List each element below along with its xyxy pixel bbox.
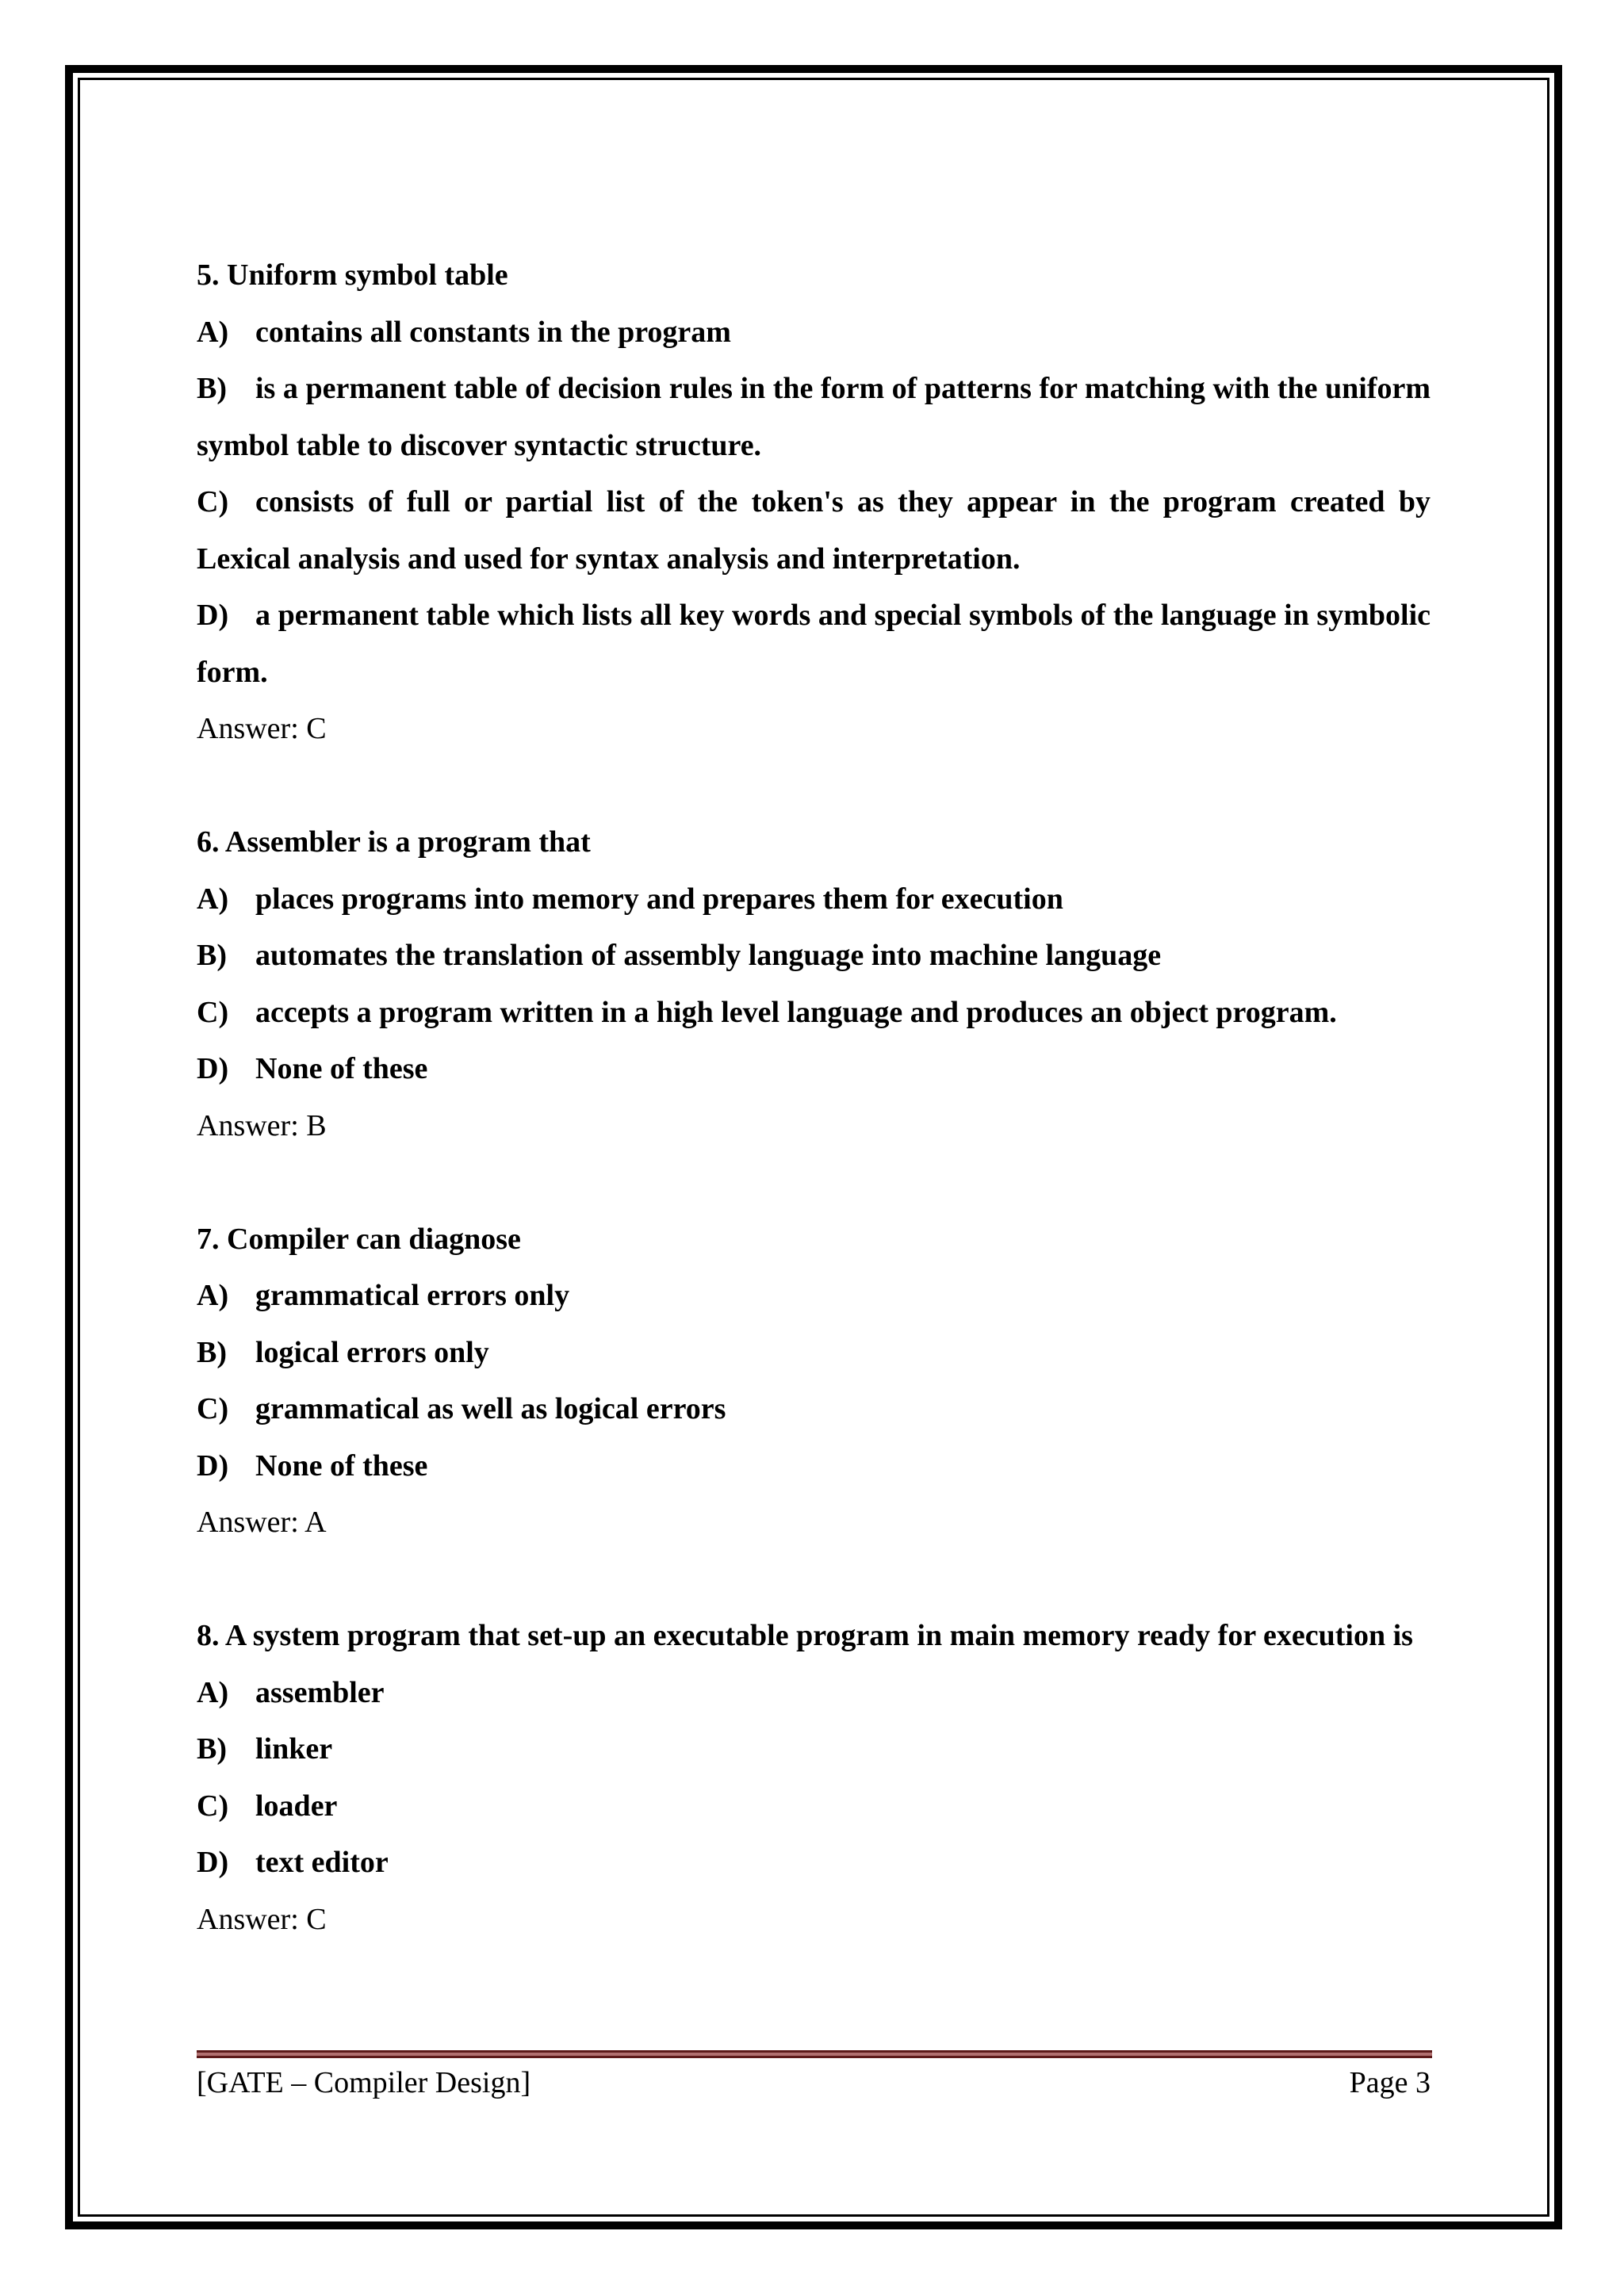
option-text: automates the translation of assembly language into machine language <box>255 939 1162 972</box>
option-label: A) <box>197 315 229 349</box>
answer-text: Answer: C <box>197 712 327 745</box>
option-label: D) <box>197 1846 229 1879</box>
spacer <box>197 758 1431 815</box>
option-text: logical errors only <box>255 1335 489 1369</box>
option-text: accepts a program written in a high level language and produces an object program. <box>255 995 1337 1029</box>
option-label: B) <box>197 1335 227 1369</box>
question-text: 5. Uniform symbol table <box>197 258 508 292</box>
option-c <box>197 1381 1431 1438</box>
question-text: 6. Assembler is a program that <box>197 825 591 859</box>
option-b <box>197 361 1431 474</box>
option-text: linker <box>255 1732 333 1766</box>
option-a <box>197 1665 1431 1722</box>
option-label: A) <box>197 1279 229 1312</box>
option-c <box>197 985 1431 1042</box>
option-label: C) <box>197 1789 229 1823</box>
option-a <box>197 871 1431 928</box>
option-label: B) <box>197 939 227 972</box>
footer-rule <box>197 2050 1432 2058</box>
option-text: None of these <box>255 1052 428 1085</box>
question-block <box>197 1211 1431 1552</box>
option-text: assembler <box>255 1675 385 1709</box>
question-block <box>197 247 1431 758</box>
answer-text: Answer: B <box>197 1108 327 1142</box>
option-label: D) <box>197 599 229 632</box>
option-label: A) <box>197 882 229 916</box>
option-label: D) <box>197 1052 229 1085</box>
spacer <box>197 1154 1431 1211</box>
option-text: grammatical errors only <box>255 1279 570 1312</box>
option-text: a permanent table which lists all key words and special symbols of the language in symbolic form. <box>197 599 1431 689</box>
answer-text: Answer: C <box>197 1902 327 1936</box>
question-text: 7. Compiler can diagnose <box>197 1222 521 1256</box>
question-block <box>197 1608 1431 1948</box>
option-text: is a permanent table of decision rules in the form of patterns for matching with the uniform symbol table to discover syntactic structure. <box>197 372 1431 462</box>
option-text: text editor <box>255 1846 389 1879</box>
page-footer <box>197 2061 1431 2104</box>
option-a <box>197 304 1431 362</box>
option-label: B) <box>197 1732 227 1766</box>
option-label: C) <box>197 485 229 519</box>
page-number: Page 3 <box>1349 2066 1431 2099</box>
option-c <box>197 1778 1431 1835</box>
option-label: C) <box>197 995 229 1029</box>
option-label: C) <box>197 1392 229 1425</box>
option-b <box>197 1325 1431 1382</box>
option-text: places programs into memory and prepares them for execution <box>255 882 1063 916</box>
option-text: None of these <box>255 1448 428 1483</box>
option-b <box>197 928 1431 985</box>
option-d <box>197 587 1431 701</box>
page-content <box>197 247 1431 1948</box>
spacer <box>197 1552 1431 1609</box>
footer-title: [GATE – Compiler Design] <box>197 2066 531 2099</box>
option-text: grammatical as well as logical errors <box>255 1392 726 1425</box>
question-text: 8. A system program that set-up an executable program in main memory ready for execution is <box>197 1619 1413 1652</box>
option-text: contains all constants in the program <box>255 315 731 349</box>
option-d <box>197 1438 1431 1495</box>
option-c <box>197 474 1431 587</box>
option-text: consists of full or partial list of the token's as they appear in the program created by Lexical analysis and used for syntax analysis and interpretation. <box>197 485 1431 576</box>
option-label: A) <box>197 1675 229 1709</box>
question-block <box>197 814 1431 1154</box>
option-d <box>197 1835 1431 1892</box>
option-label: B) <box>197 372 227 405</box>
option-label: D) <box>197 1448 229 1483</box>
option-text: loader <box>255 1789 338 1823</box>
answer-text: Answer: A <box>197 1506 327 1539</box>
option-a <box>197 1268 1431 1325</box>
option-b <box>197 1721 1431 1778</box>
option-d <box>197 1041 1431 1098</box>
